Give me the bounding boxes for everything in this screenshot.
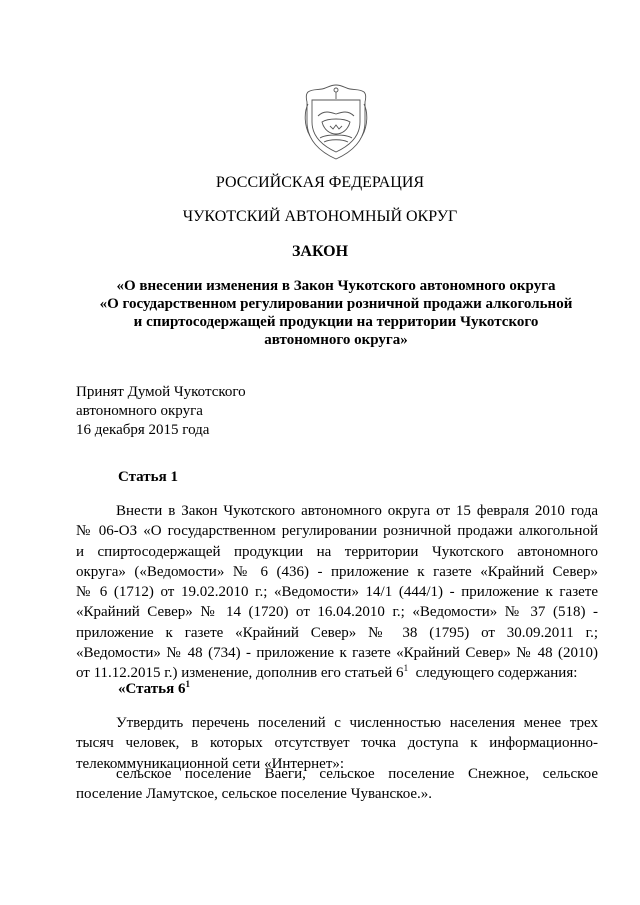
article-6-heading-text: «Статья 6 (118, 681, 186, 697)
article-1-line: Внести в Закон Чукотского автономного округа от 15 февраля 2010 года (116, 503, 598, 519)
article-1-text (76, 501, 598, 684)
article-1-heading: Статья 1 (118, 469, 178, 485)
law-title (60, 277, 612, 349)
settlements-line: поселение Ламутское, сельское поселение Чуванское.». (76, 786, 433, 803)
adoption-line: автономного округа (76, 403, 203, 419)
article-1-line: «Ведомости» № 48 (734) - приложение к газете «Крайний Север» № 48 (2010) (76, 645, 598, 662)
adoption-note (76, 383, 246, 440)
article-1-last-text-end: следующего содержания: (408, 665, 578, 682)
superscript: 1 (403, 663, 409, 674)
article-6-heading (118, 680, 190, 698)
article-1-last-text: от 11.12.2015 г.) изменение, дополнив его статьей 6 (76, 665, 404, 682)
country-heading: РОССИЙСКАЯ ФЕДЕРАЦИЯ (215, 174, 425, 191)
law-title-line: и спиртосодержащей продукции на территории Чукотского (133, 314, 539, 330)
article-1-line: округа» («Ведомости» № 6 (436) - приложение к газете «Крайний Север» (76, 563, 598, 580)
adoption-date: 16 декабря 2015 года (76, 422, 210, 438)
coat-of-arms-icon (300, 82, 372, 162)
superscript: 1 (185, 679, 190, 689)
article-6-line: Утвердить перечень поселений с численностью населения менее трех (116, 715, 598, 731)
settlements-line: сельское поселение Ваеги, сельское поселение Снежное, сельское (116, 766, 598, 782)
article-1-line: приложение к газете «Крайний Север» № 38 (1795) от 30.09.2011 г.; (76, 624, 598, 641)
article-6-line: телекоммуникационной сети «Интернет»: (76, 755, 345, 772)
region-heading: ЧУКОТСКИЙ АВТОНОМНЫЙ ОКРУГ (182, 208, 458, 225)
article-1-line: и спиртосодержащей продукции на территории Чукотского автономного (76, 543, 598, 560)
doc-type-heading: ЗАКОН (291, 243, 349, 260)
law-title-line: «О государственном регулировании розничной продажи алкогольной (99, 296, 573, 312)
article-1-line: «Крайний Север» № 14 (1720) от 16.04.2010 г.; «Ведомости» № 37 (518) - (76, 604, 598, 621)
article-1-line: № 6 (1712) от 19.02.2010 г.; «Ведомости» 14/1 (444/1) - приложение к газете (76, 584, 598, 601)
law-title-line: автономного округа» (264, 332, 408, 348)
article-6-line: тысяч человек, в которых отсутствует точка доступа к информационно- (76, 735, 598, 752)
settlements-list (76, 764, 598, 805)
adoption-line: Принят Думой Чукотского (76, 384, 246, 400)
article-1-line: № 06-ОЗ «О государственном регулировании розничной продажи алкогольной (76, 523, 598, 540)
law-title-line: «О внесении изменения в Закон Чукотского автономного округа (116, 278, 556, 294)
